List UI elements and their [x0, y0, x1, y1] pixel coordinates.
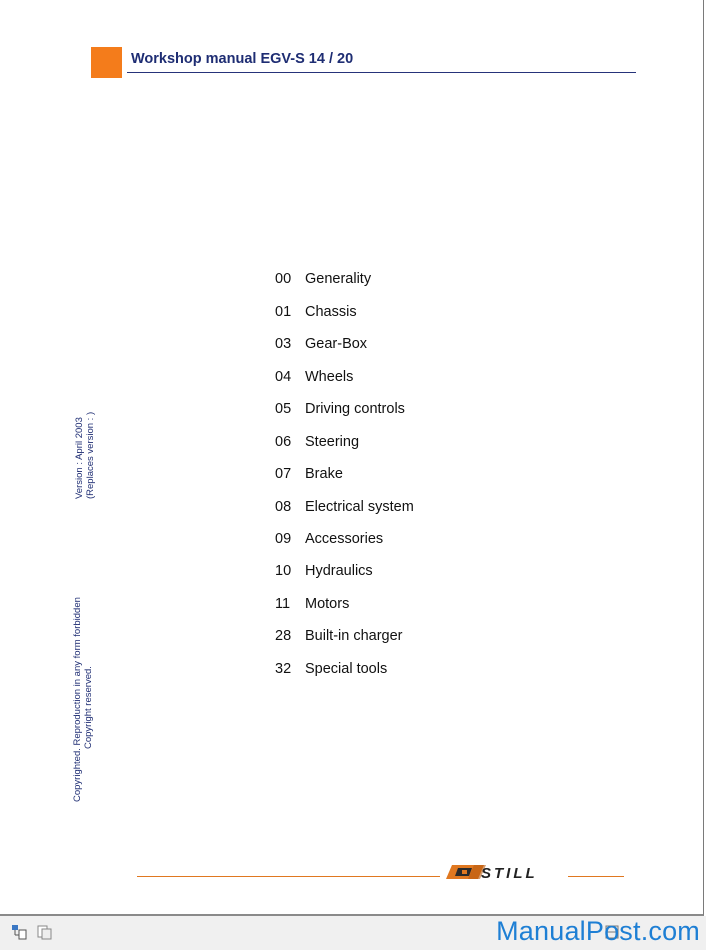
still-logo-icon [444, 862, 566, 882]
toc-label: Special tools [305, 661, 388, 677]
toc-item[interactable] [275, 661, 387, 681]
toc-label: Hydraulics [305, 563, 373, 579]
toc-number: 08 [275, 499, 292, 515]
toc-item[interactable] [275, 336, 367, 356]
toc-number: 09 [275, 531, 292, 547]
toc-number: 11 [275, 596, 291, 612]
toc-item[interactable] [275, 369, 353, 389]
version-note [74, 412, 96, 499]
toc-label: Accessories [305, 531, 384, 547]
toc-item[interactable] [275, 563, 373, 583]
copyright-reserved-line: Copyright reserved. [83, 666, 94, 749]
toc-item[interactable] [275, 271, 371, 291]
toc-number: 05 [275, 401, 292, 417]
toc-number: 06 [275, 434, 292, 450]
toc-item[interactable] [275, 434, 359, 454]
header-accent-square [91, 47, 122, 78]
toc-label: Chassis [305, 304, 357, 320]
header-rule [127, 72, 636, 73]
toc-item[interactable] [275, 466, 343, 486]
toc-number: 07 [275, 466, 292, 482]
toc-number: 00 [275, 271, 292, 287]
toc-label: Gear-Box [305, 336, 368, 352]
toc-label: Generality [305, 271, 372, 287]
toc-label: Built-in charger [305, 628, 403, 644]
toc-number: 32 [275, 661, 292, 677]
replaces-version-line: (Replaces version : ) [85, 411, 96, 499]
toc-item[interactable] [275, 531, 383, 551]
pages-icon[interactable] [37, 924, 53, 940]
toc-item[interactable] [275, 499, 414, 519]
still-logo [444, 862, 566, 882]
watermark: ManualPost.com [496, 916, 700, 946]
toc-number: 10 [275, 563, 292, 579]
footer-rule-left [137, 876, 440, 877]
toc-item[interactable] [275, 401, 405, 421]
footer-rule-right [568, 876, 624, 877]
page-title: Workshop manual EGV-S 14 / 20 [131, 51, 354, 67]
copyright-line: Copyrighted. Reproduction in any form forbidden [72, 597, 83, 802]
toc-label: Wheels [305, 369, 354, 385]
document-tree-icon[interactable] [11, 924, 27, 940]
toc-item[interactable] [275, 628, 403, 648]
toc-label: Electrical system [305, 499, 414, 515]
toc-number: 01 [275, 304, 292, 320]
toc-label: Brake [305, 466, 343, 482]
toc-label: Motors [305, 596, 350, 612]
version-line: Version : April 2003 [74, 417, 85, 499]
toc-label: Steering [305, 434, 360, 450]
toc-item[interactable] [275, 304, 357, 324]
toc-number: 28 [275, 628, 292, 644]
toc-label: Driving controls [305, 401, 405, 417]
copyright-note [72, 597, 94, 802]
toc-item[interactable] [275, 596, 349, 616]
logo-text: STILL [481, 865, 538, 882]
toc-number: 03 [275, 336, 292, 352]
toc-number: 04 [275, 369, 292, 385]
